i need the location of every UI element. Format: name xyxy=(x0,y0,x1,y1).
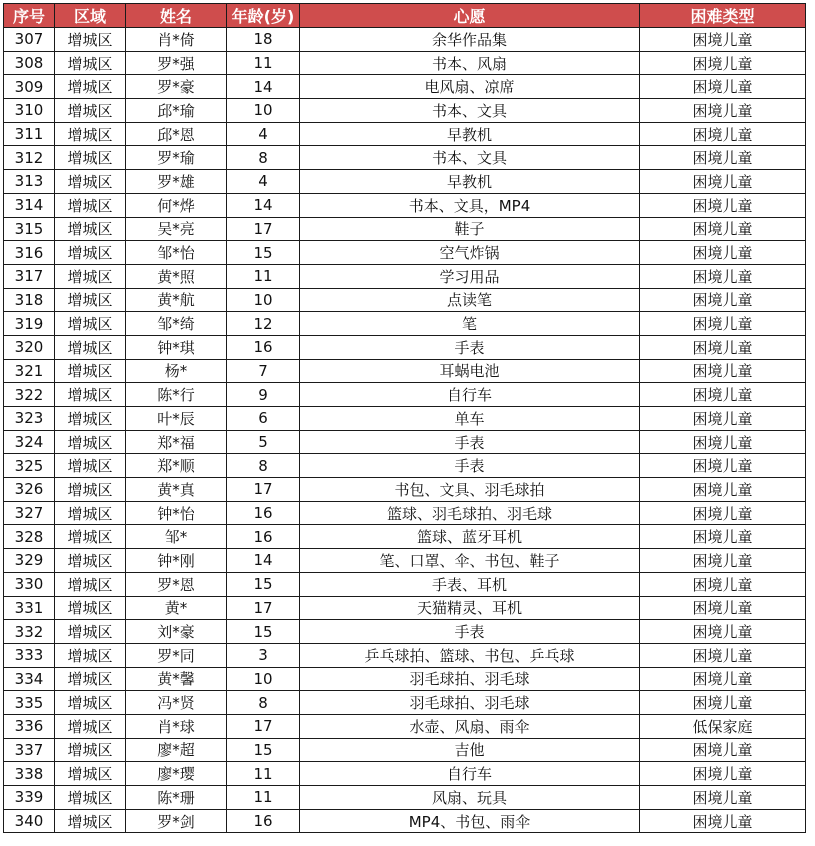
cell-area: 增城区 xyxy=(55,714,126,738)
cell-id: 321 xyxy=(4,359,55,383)
cell-age: 8 xyxy=(227,691,300,715)
cell-area: 增城区 xyxy=(55,264,126,288)
cell-id: 325 xyxy=(4,454,55,478)
cell-name: 黄* xyxy=(126,596,227,620)
cell-age: 10 xyxy=(227,99,300,123)
cell-id: 320 xyxy=(4,335,55,359)
cell-age: 12 xyxy=(227,312,300,336)
cell-age: 11 xyxy=(227,786,300,810)
cell-difficulty-type: 困境儿童 xyxy=(640,264,806,288)
table-row xyxy=(4,620,806,644)
cell-name: 罗*同 xyxy=(126,643,227,667)
table-row xyxy=(4,122,806,146)
cell-difficulty-type: 困境儿童 xyxy=(640,288,806,312)
cell-id: 313 xyxy=(4,170,55,194)
cell-area: 增城区 xyxy=(55,383,126,407)
cell-age: 16 xyxy=(227,809,300,833)
cell-name: 邱*瑜 xyxy=(126,99,227,123)
cell-wish: 手表 xyxy=(300,454,640,478)
table-row xyxy=(4,407,806,431)
cell-area: 增城区 xyxy=(55,549,126,573)
cell-name: 罗*雄 xyxy=(126,170,227,194)
table-row xyxy=(4,335,806,359)
cell-difficulty-type: 困境儿童 xyxy=(640,217,806,241)
cell-id: 328 xyxy=(4,525,55,549)
cell-area: 增城区 xyxy=(55,786,126,810)
cell-difficulty-type: 困境儿童 xyxy=(640,525,806,549)
cell-wish: 电风扇、凉席 xyxy=(300,75,640,99)
wish-list-table xyxy=(3,3,806,833)
cell-age: 9 xyxy=(227,383,300,407)
cell-age: 4 xyxy=(227,122,300,146)
cell-name: 郑*福 xyxy=(126,430,227,454)
cell-area: 增城区 xyxy=(55,51,126,75)
cell-wish: MP4、书包、雨伞 xyxy=(300,809,640,833)
cell-difficulty-type: 困境儿童 xyxy=(640,454,806,478)
cell-difficulty-type: 困境儿童 xyxy=(640,430,806,454)
table-row xyxy=(4,501,806,525)
cell-area: 增城区 xyxy=(55,217,126,241)
table-row xyxy=(4,572,806,596)
cell-difficulty-type: 低保家庭 xyxy=(640,714,806,738)
table-row xyxy=(4,241,806,265)
cell-name: 陈*行 xyxy=(126,383,227,407)
cell-age: 14 xyxy=(227,75,300,99)
cell-wish: 自行车 xyxy=(300,762,640,786)
cell-age: 10 xyxy=(227,667,300,691)
cell-difficulty-type: 困境儿童 xyxy=(640,122,806,146)
cell-id: 309 xyxy=(4,75,55,99)
cell-area: 增城区 xyxy=(55,643,126,667)
cell-area: 增城区 xyxy=(55,738,126,762)
table-row xyxy=(4,193,806,217)
cell-wish: 笔 xyxy=(300,312,640,336)
table-row xyxy=(4,549,806,573)
cell-area: 增城区 xyxy=(55,762,126,786)
cell-id: 316 xyxy=(4,241,55,265)
cell-id: 319 xyxy=(4,312,55,336)
cell-id: 312 xyxy=(4,146,55,170)
table-row xyxy=(4,51,806,75)
cell-id: 322 xyxy=(4,383,55,407)
cell-id: 335 xyxy=(4,691,55,715)
cell-name: 罗*剑 xyxy=(126,809,227,833)
cell-area: 增城区 xyxy=(55,122,126,146)
table-row xyxy=(4,667,806,691)
cell-wish: 早教机 xyxy=(300,122,640,146)
cell-name: 刘*豪 xyxy=(126,620,227,644)
cell-id: 331 xyxy=(4,596,55,620)
table-row xyxy=(4,525,806,549)
cell-area: 增城区 xyxy=(55,691,126,715)
cell-name: 肖*球 xyxy=(126,714,227,738)
cell-name: 罗*瑜 xyxy=(126,146,227,170)
cell-name: 钟*怡 xyxy=(126,501,227,525)
cell-area: 增城区 xyxy=(55,454,126,478)
table-row xyxy=(4,478,806,502)
cell-id: 336 xyxy=(4,714,55,738)
cell-area: 增城区 xyxy=(55,28,126,52)
cell-name: 郑*顺 xyxy=(126,454,227,478)
table-row xyxy=(4,99,806,123)
cell-age: 17 xyxy=(227,714,300,738)
cell-wish: 手表 xyxy=(300,335,640,359)
cell-age: 17 xyxy=(227,478,300,502)
cell-id: 324 xyxy=(4,430,55,454)
cell-name: 何*烨 xyxy=(126,193,227,217)
cell-id: 329 xyxy=(4,549,55,573)
header-difficulty-type: 困难类型 xyxy=(640,4,806,28)
cell-difficulty-type: 困境儿童 xyxy=(640,572,806,596)
table-row xyxy=(4,786,806,810)
cell-name: 钟*刚 xyxy=(126,549,227,573)
cell-age: 5 xyxy=(227,430,300,454)
cell-difficulty-type: 困境儿童 xyxy=(640,620,806,644)
cell-wish: 书本、文具，MP4 xyxy=(300,193,640,217)
cell-name: 罗*恩 xyxy=(126,572,227,596)
table-row xyxy=(4,762,806,786)
cell-area: 增城区 xyxy=(55,312,126,336)
cell-name: 廖*超 xyxy=(126,738,227,762)
cell-area: 增城区 xyxy=(55,430,126,454)
header-area: 区域 xyxy=(55,4,126,28)
cell-name: 钟*琪 xyxy=(126,335,227,359)
wish-list-sheet xyxy=(3,3,806,833)
table-row xyxy=(4,312,806,336)
cell-id: 340 xyxy=(4,809,55,833)
header-age: 年龄(岁) xyxy=(227,4,300,28)
table-row xyxy=(4,596,806,620)
cell-id: 317 xyxy=(4,264,55,288)
cell-id: 332 xyxy=(4,620,55,644)
cell-name: 罗*强 xyxy=(126,51,227,75)
cell-difficulty-type: 困境儿童 xyxy=(640,501,806,525)
cell-difficulty-type: 困境儿童 xyxy=(640,549,806,573)
cell-wish: 笔、口罩、伞、书包、鞋子 xyxy=(300,549,640,573)
cell-id: 323 xyxy=(4,407,55,431)
cell-difficulty-type: 困境儿童 xyxy=(640,359,806,383)
cell-id: 326 xyxy=(4,478,55,502)
cell-area: 增城区 xyxy=(55,596,126,620)
cell-id: 334 xyxy=(4,667,55,691)
cell-wish: 学习用品 xyxy=(300,264,640,288)
cell-difficulty-type: 困境儿童 xyxy=(640,478,806,502)
cell-wish: 书包、文具、羽毛球拍 xyxy=(300,478,640,502)
cell-difficulty-type: 困境儿童 xyxy=(640,75,806,99)
table-row xyxy=(4,28,806,52)
cell-id: 339 xyxy=(4,786,55,810)
cell-difficulty-type: 困境儿童 xyxy=(640,667,806,691)
cell-area: 增城区 xyxy=(55,620,126,644)
cell-name: 邹* xyxy=(126,525,227,549)
cell-name: 邹*绮 xyxy=(126,312,227,336)
cell-area: 增城区 xyxy=(55,193,126,217)
cell-difficulty-type: 困境儿童 xyxy=(640,691,806,715)
cell-area: 增城区 xyxy=(55,525,126,549)
cell-wish: 单车 xyxy=(300,407,640,431)
cell-difficulty-type: 困境儿童 xyxy=(640,312,806,336)
table-row xyxy=(4,288,806,312)
cell-wish: 鞋子 xyxy=(300,217,640,241)
cell-wish: 书本、文具 xyxy=(300,99,640,123)
cell-age: 11 xyxy=(227,264,300,288)
cell-wish: 自行车 xyxy=(300,383,640,407)
cell-age: 11 xyxy=(227,51,300,75)
cell-difficulty-type: 困境儿童 xyxy=(640,193,806,217)
cell-name: 冯*贤 xyxy=(126,691,227,715)
cell-difficulty-type: 困境儿童 xyxy=(640,643,806,667)
cell-name: 黄*馨 xyxy=(126,667,227,691)
cell-area: 增城区 xyxy=(55,99,126,123)
cell-age: 16 xyxy=(227,525,300,549)
cell-age: 16 xyxy=(227,335,300,359)
cell-area: 增城区 xyxy=(55,809,126,833)
table-row xyxy=(4,809,806,833)
cell-area: 增城区 xyxy=(55,335,126,359)
table-row xyxy=(4,643,806,667)
cell-id: 327 xyxy=(4,501,55,525)
cell-id: 337 xyxy=(4,738,55,762)
cell-name: 杨* xyxy=(126,359,227,383)
cell-wish: 手表、耳机 xyxy=(300,572,640,596)
cell-difficulty-type: 困境儿童 xyxy=(640,28,806,52)
cell-wish: 乒乓球拍、篮球、书包、乒乓球 xyxy=(300,643,640,667)
cell-age: 7 xyxy=(227,359,300,383)
cell-wish: 吉他 xyxy=(300,738,640,762)
table-row xyxy=(4,359,806,383)
cell-wish: 书本、文具 xyxy=(300,146,640,170)
cell-age: 3 xyxy=(227,643,300,667)
cell-id: 308 xyxy=(4,51,55,75)
cell-age: 15 xyxy=(227,620,300,644)
cell-age: 15 xyxy=(227,738,300,762)
cell-wish: 篮球、羽毛球拍、羽毛球 xyxy=(300,501,640,525)
cell-wish: 水壶、风扇、雨伞 xyxy=(300,714,640,738)
header-name: 姓名 xyxy=(126,4,227,28)
cell-id: 314 xyxy=(4,193,55,217)
table-row xyxy=(4,454,806,478)
cell-difficulty-type: 困境儿童 xyxy=(640,146,806,170)
cell-id: 318 xyxy=(4,288,55,312)
cell-age: 17 xyxy=(227,596,300,620)
table-row xyxy=(4,217,806,241)
cell-difficulty-type: 困境儿童 xyxy=(640,335,806,359)
cell-age: 10 xyxy=(227,288,300,312)
cell-id: 307 xyxy=(4,28,55,52)
table-row xyxy=(4,170,806,194)
cell-area: 增城区 xyxy=(55,241,126,265)
cell-area: 增城区 xyxy=(55,146,126,170)
cell-difficulty-type: 困境儿童 xyxy=(640,383,806,407)
header-id: 序号 xyxy=(4,4,55,28)
cell-wish: 羽毛球拍、羽毛球 xyxy=(300,667,640,691)
cell-age: 16 xyxy=(227,501,300,525)
cell-wish: 余华作品集 xyxy=(300,28,640,52)
cell-name: 黄*真 xyxy=(126,478,227,502)
cell-age: 14 xyxy=(227,549,300,573)
cell-age: 8 xyxy=(227,146,300,170)
cell-difficulty-type: 困境儿童 xyxy=(640,786,806,810)
table-header xyxy=(4,4,806,28)
cell-id: 315 xyxy=(4,217,55,241)
cell-wish: 羽毛球拍、羽毛球 xyxy=(300,691,640,715)
cell-wish: 书本、风扇 xyxy=(300,51,640,75)
cell-wish: 空气炸锅 xyxy=(300,241,640,265)
cell-name: 陈*珊 xyxy=(126,786,227,810)
cell-name: 黄*照 xyxy=(126,264,227,288)
cell-difficulty-type: 困境儿童 xyxy=(640,407,806,431)
table-row xyxy=(4,714,806,738)
cell-wish: 天猫精灵、耳机 xyxy=(300,596,640,620)
cell-wish: 耳蜗电池 xyxy=(300,359,640,383)
cell-wish: 手表 xyxy=(300,430,640,454)
table-row xyxy=(4,75,806,99)
cell-name: 叶*辰 xyxy=(126,407,227,431)
cell-difficulty-type: 困境儿童 xyxy=(640,809,806,833)
cell-age: 4 xyxy=(227,170,300,194)
cell-name: 罗*豪 xyxy=(126,75,227,99)
cell-age: 18 xyxy=(227,28,300,52)
cell-wish: 点读笔 xyxy=(300,288,640,312)
cell-wish: 手表 xyxy=(300,620,640,644)
cell-wish: 风扇、玩具 xyxy=(300,786,640,810)
cell-id: 330 xyxy=(4,572,55,596)
cell-name: 邹*怡 xyxy=(126,241,227,265)
cell-age: 11 xyxy=(227,762,300,786)
cell-area: 增城区 xyxy=(55,572,126,596)
cell-area: 增城区 xyxy=(55,75,126,99)
cell-age: 17 xyxy=(227,217,300,241)
cell-area: 增城区 xyxy=(55,407,126,431)
cell-area: 增城区 xyxy=(55,170,126,194)
cell-age: 15 xyxy=(227,241,300,265)
header-wish: 心愿 xyxy=(300,4,640,28)
table-row xyxy=(4,146,806,170)
table-row xyxy=(4,430,806,454)
table-row xyxy=(4,738,806,762)
cell-name: 邱*恩 xyxy=(126,122,227,146)
cell-difficulty-type: 困境儿童 xyxy=(640,99,806,123)
cell-area: 增城区 xyxy=(55,359,126,383)
cell-difficulty-type: 困境儿童 xyxy=(640,241,806,265)
cell-id: 311 xyxy=(4,122,55,146)
table-body xyxy=(4,28,806,833)
header-row xyxy=(4,4,806,28)
cell-difficulty-type: 困境儿童 xyxy=(640,596,806,620)
cell-wish: 早教机 xyxy=(300,170,640,194)
cell-difficulty-type: 困境儿童 xyxy=(640,51,806,75)
table-row xyxy=(4,264,806,288)
cell-area: 增城区 xyxy=(55,478,126,502)
cell-name: 廖*璎 xyxy=(126,762,227,786)
cell-id: 333 xyxy=(4,643,55,667)
table-row xyxy=(4,691,806,715)
cell-difficulty-type: 困境儿童 xyxy=(640,170,806,194)
cell-wish: 篮球、蓝牙耳机 xyxy=(300,525,640,549)
cell-difficulty-type: 困境儿童 xyxy=(640,738,806,762)
cell-id: 310 xyxy=(4,99,55,123)
cell-name: 肖*倚 xyxy=(126,28,227,52)
cell-age: 15 xyxy=(227,572,300,596)
cell-age: 14 xyxy=(227,193,300,217)
cell-age: 6 xyxy=(227,407,300,431)
cell-id: 338 xyxy=(4,762,55,786)
cell-name: 黄*航 xyxy=(126,288,227,312)
cell-area: 增城区 xyxy=(55,667,126,691)
cell-age: 8 xyxy=(227,454,300,478)
cell-area: 增城区 xyxy=(55,501,126,525)
cell-difficulty-type: 困境儿童 xyxy=(640,762,806,786)
cell-area: 增城区 xyxy=(55,288,126,312)
cell-name: 吴*亮 xyxy=(126,217,227,241)
table-row xyxy=(4,383,806,407)
